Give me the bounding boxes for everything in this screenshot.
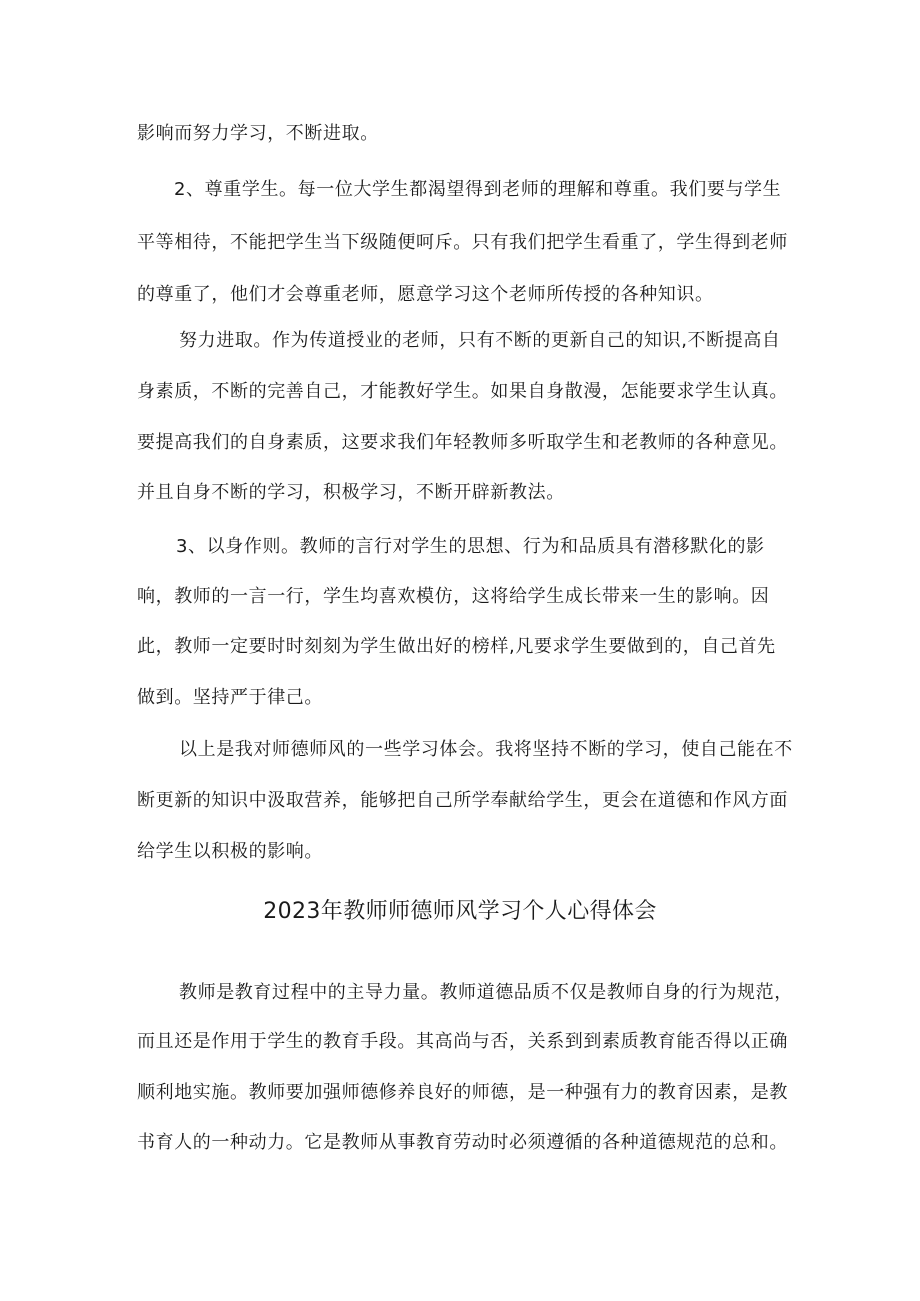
paragraph-line: 并且自身不断的学习，积极学习，不断开辟新教法。 bbox=[137, 482, 565, 503]
paragraph-line: 断更新的知识中汲取营养，能够把自己所学奉献给学生，更会在道德和作风方面 bbox=[137, 790, 788, 811]
paragraph-line: 身素质，不断的完善自己，才能教好学生。如果自身散漫，怎能要求学生认真。 bbox=[137, 381, 788, 402]
paragraph-line: 以上是我对师德师风的一些学习体会。我将坚持不断的学习，使自己能在不 bbox=[179, 739, 793, 760]
paragraph-line: 的尊重了，他们才会尊重老师，愿意学习这个老师所传授的各种知识。 bbox=[137, 284, 714, 305]
paragraph-line: 书育人的一种动力。它是教师从事教育劳动时必须遵循的各种道德规范的总和。 bbox=[137, 1132, 788, 1153]
paragraph-line: 2、尊重学生。每一位大学生都渴望得到老师的理解和尊重。我们要与学生 bbox=[174, 179, 782, 200]
paragraph-line: 3、以身作则。教师的言行对学生的思想、行为和品质具有潜移默化的影 bbox=[176, 536, 765, 557]
paragraph-line: 平等相待，不能把学生当下级随便呵斥。只有我们把学生看重了，学生得到老师 bbox=[137, 232, 788, 253]
paragraph-line: 教师是教育过程中的主导力量。教师道德品质不仅是教师自身的行为规范， bbox=[179, 982, 793, 1003]
paragraph-line: 做到。坚持严于律己。 bbox=[137, 687, 323, 708]
paragraph-line: 顺利地实施。教师要加强师德修养良好的师德，是一种强有力的教育因素，是教 bbox=[137, 1082, 788, 1103]
paragraph-line: 响，教师的一言一行，学生均喜欢模仿，这将给学生成长带来一生的影响。因 bbox=[137, 586, 770, 607]
section-heading: 2023年教师师德师风学习个人心得体会 bbox=[263, 899, 657, 924]
paragraph-line: 要提高我们的自身素质，这要求我们年轻教师多听取学生和老教师的各种意见。 bbox=[137, 432, 788, 453]
paragraph-line: 而且还是作用于学生的教育手段。其高尚与否，关系到到素质教育能否得以正确 bbox=[137, 1031, 788, 1052]
paragraph-line: 影响而努力学习，不断进取。 bbox=[137, 123, 379, 144]
paragraph-line: 给学生以积极的影响。 bbox=[137, 841, 323, 862]
paragraph-line: 努力进取。作为传道授业的老师，只有不断的更新自己的知识,不断提高自 bbox=[179, 330, 781, 351]
paragraph-line: 此，教师一定要时时刻刻为学生做出好的榜样,凡要求学生要做到的，自己首先 bbox=[137, 636, 776, 657]
